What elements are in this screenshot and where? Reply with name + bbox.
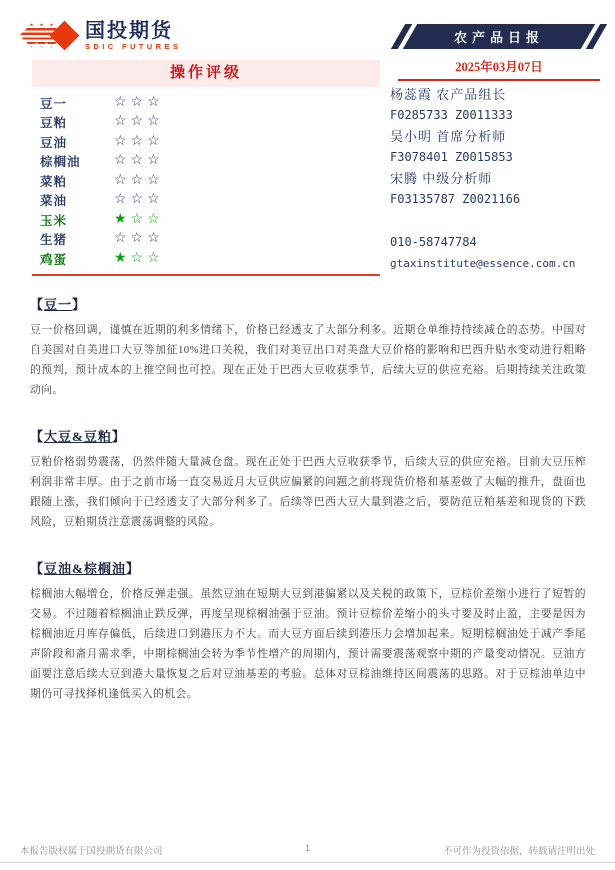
report-title-banner [398,24,600,49]
rating-stars: ★☆☆ [114,250,164,266]
rating-row [32,132,380,152]
report-title: 农产品日报 [453,30,544,45]
brand-text [85,20,181,51]
report-date: 2025年03月07日 [398,57,600,81]
page-footer [20,843,595,857]
section-douyou-zonglvyou [30,558,586,704]
brand-diamonds-icon [30,18,75,52]
analyst-ids: F3078401 Z0015853 [390,150,513,164]
rating-stars: ☆☆☆ [114,133,164,149]
rating-row [32,93,380,113]
brand-name-cn: 国投期货 [85,19,173,42]
rating-stars: ☆☆☆ [114,172,164,188]
report-content [30,294,586,730]
rating-row [32,113,380,133]
analyst-ids: F03135787 Z0021166 [390,192,521,206]
section-dadou-doupo [30,426,586,532]
footer-disclaimer: 不可作为投资依据，转载请注明出处 [443,846,596,857]
rating-row [32,152,380,172]
brand-logo [30,18,181,52]
rating-panel-divider [32,274,380,276]
section-heading: 【豆油&棕榈油】 [30,561,140,576]
rating-stars: ☆☆☆ [114,94,164,110]
contact-phone: 010-58747784 [390,235,477,249]
footer-copyright: 本报告版权属于国投期货有限公司 [20,846,163,857]
footer-page-number: 1 [304,843,311,854]
rating-stars: ☆☆☆ [114,153,164,169]
brand-name-en: SDIC FUTURES [85,41,182,51]
rating-label: 豆油 [40,135,68,150]
rating-stars: ☆☆☆ [114,114,164,130]
rating-row [32,171,380,191]
analyst-name-title: 杨蕊霞 农产品组长 [390,87,507,102]
rating-label: 豆一 [40,96,68,111]
section-heading: 【豆一】 [30,297,87,312]
footer-divider [0,862,615,863]
report-header [398,24,600,81]
rating-stars: ★☆☆ [114,211,164,227]
analyst-block [390,84,604,274]
contact-email: gtaxinstitute@essence.com.cn [390,257,576,270]
section-douyi [30,294,586,400]
section-heading: 【大豆&豆粕】 [30,429,126,444]
rating-row [32,191,380,211]
section-body: 豆粕价格弱势震荡，仍然伴随大量减仓盘。现在正处于巴西大豆收获季节，后续大豆的供应充裕。目前大豆压榨利润非常丰厚。由于之前市场一直交易近月大豆供应偏紧的问题之前将现货价格和基差做了大幅的推升，盘面也跟随上涨，我们倾向于已经透支了大部分利多了。后续等巴西大豆大量到港之后，要防范豆粕基差和现货的下跌风险，豆粕期货注意震荡调整的风险。 [30,456,586,528]
rating-label: 豆粕 [40,116,68,131]
rating-label: 棕榈油 [40,155,81,170]
analyst-name-title: 吴小明 首席分析师 [390,129,507,144]
section-body: 棕榈油大幅增仓，价格反弹走强。虽然豆油在短期大豆到港偏紧以及关税的政策下，豆棕价差缩小进行了短暂的交易。不过随着棕榈油止跌反弹，再度呈现棕榈油强于豆油。预计豆棕价差缩小的头寸要及时止盈，主要是因为棕榈油近月库存偏低，后续进口到港压力不大。而大豆方面后续到港压力会增加起来。短期棕榈油处于减产季尾声阶段和斋月需求季，中期棕榈油会转为季节性增产的周期内，预计需要震荡观察中期的产量变动情况。豆油方面要注意后续大豆到港大量恢复之后对豆油基差的考验。总体对豆棕油维持区间震荡的思路。对于豆棕油单边中期仍可寻找择机逢低买入的机会。 [30,588,586,700]
rating-label: 鸡蛋 [40,252,68,267]
analyst-ids: F0285733 Z0011333 [390,108,513,122]
rating-row [32,249,380,269]
rating-panel [32,60,380,276]
report-title-bar [403,24,595,49]
diamond-solid-icon [50,20,80,50]
rating-row [32,210,380,230]
rating-rows [32,93,380,269]
rating-label: 生猪 [40,233,68,248]
rating-label: 菜油 [40,194,68,209]
rating-stars: ☆☆☆ [114,231,164,247]
section-body: 豆一价格回调，谨慎在近期的利多情绪下，价格已经透支了大部分利多。近期仓单维持持续减仓的态势。中国对自美国对自美进口大豆等加征10%进口关税，我们对美豆出口对美盘大豆价格的影响和巴西升贴水变动进行粗略的预判，预计成本的上推空间也可控。现在正处于巴西大豆收获季节，后续大豆的供应充裕。后期持续关注政策动向。 [30,324,586,396]
rating-label: 菜粕 [40,174,68,189]
rating-row [32,230,380,250]
rating-label: 玉米 [40,213,68,228]
rating-panel-title: 操作评级 [32,60,380,87]
rating-stars: ☆☆☆ [114,192,164,208]
analyst-name-title: 宋腾 中级分析师 [390,171,493,186]
